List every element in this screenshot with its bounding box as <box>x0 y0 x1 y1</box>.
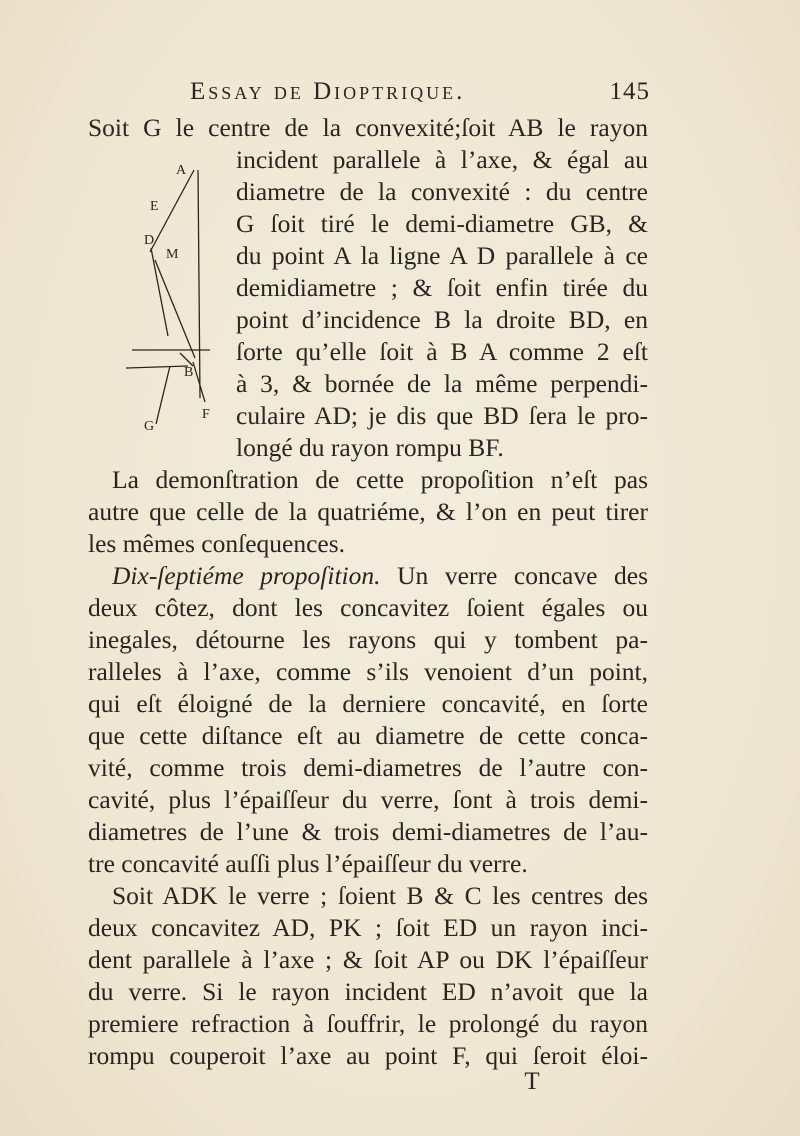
label-a: A <box>176 163 187 178</box>
text-line: diametre de la convexité : du centre <box>236 177 648 206</box>
text-line: les mêmes conſequences. <box>88 529 346 558</box>
text-line: Soit G le centre de la convexité;ſoit AB le rayon <box>88 113 648 142</box>
text-line: ſorte qu’elle ſoit à B A comme 2 eſt <box>236 337 648 366</box>
ray-diagram-svg <box>110 148 230 448</box>
text-line: cavité, plus l’épaiſſeur du verre, ſont à trois demi- <box>88 785 648 814</box>
text-line: ralleles à l’axe, comme s’ils venoient d’un point, <box>88 657 648 686</box>
text-line: autre que celle de la quatriéme, & l’on en peut tirer <box>88 497 648 526</box>
label-m: M <box>166 247 179 262</box>
text-line: La demonſtration de cette propoſition n’eſt pas <box>112 465 648 494</box>
running-header <box>190 78 650 112</box>
proposition-line <box>112 560 648 594</box>
text-line: rompu couperoit l’axe au point F, qui ſeroit éloi- <box>88 1041 648 1070</box>
text-line: Un verre concave des <box>397 561 648 590</box>
label-b: B <box>184 365 194 380</box>
text-line: du verre. Si le rayon incident ED n’avoit que la <box>88 977 648 1006</box>
text-line: que cette diſtance eſt au diametre de cette conca- <box>88 721 648 750</box>
text-line: inegales, détourne les rayons qui y tombent pa- <box>88 625 648 654</box>
page-number: 145 <box>609 78 650 105</box>
proposition-heading: Dix-ſeptiéme propoſition. <box>112 561 381 590</box>
radius-line-gb <box>156 366 170 424</box>
text-line: vité, comme trois demi-diametres de l’autre con- <box>88 753 648 782</box>
text-line: du point A la ligne A D parallele à ce <box>236 241 648 270</box>
text-line: longé du rayon rompu BF. <box>236 433 504 462</box>
text-line: deux côtez, dont les concavitez ſoient égales ou <box>88 593 648 622</box>
signature-mark: T <box>524 1068 540 1095</box>
ray-to-f-line <box>193 362 205 402</box>
axis-line <box>198 170 200 398</box>
refracted-ray-line <box>155 260 195 358</box>
text-line: tre concavité auſſi plus l’épaiſſeur du verre. <box>88 849 528 878</box>
text-line: à 3, & bornée de la même perpendi- <box>236 369 648 398</box>
label-d: D <box>144 233 155 248</box>
label-e: E <box>150 199 159 214</box>
label-f: F <box>202 407 210 422</box>
text-line: point d’incidence B la droite BD, en <box>236 305 648 334</box>
optics-diagram <box>110 148 230 448</box>
text-line: culaire AD; je dis que BD ſera le pro- <box>236 401 648 430</box>
text-line: diametres de l’une & trois demi-diametres de l’au- <box>88 817 648 846</box>
text-line: deux concavitez AD, PK ; ſoit ED un rayon inci- <box>88 913 648 942</box>
running-title: Essay de Dioptrique. <box>190 78 466 105</box>
lower-horizontal-line <box>126 366 188 368</box>
text-line: Soit ADK le verre ; ſoient B & C les centres des <box>112 881 648 910</box>
text-line: dent parallele à l’axe ; & ſoit AP ou DK l’épaiſſeur <box>88 945 648 974</box>
text-line: incident parallele à l’axe, & égal au <box>236 145 648 174</box>
text-line: demidiametre ; & ſoit enfin tirée du <box>236 273 648 302</box>
label-g: G <box>144 419 155 434</box>
text-line: qui eſt éloigné de la derniere concavité, en ſorte <box>88 689 648 718</box>
text-line: G ſoit tiré le demi-diametre GB, & <box>236 209 648 238</box>
text-line: premiere refraction à ſouffrir, le prolongé du rayon <box>88 1009 648 1038</box>
